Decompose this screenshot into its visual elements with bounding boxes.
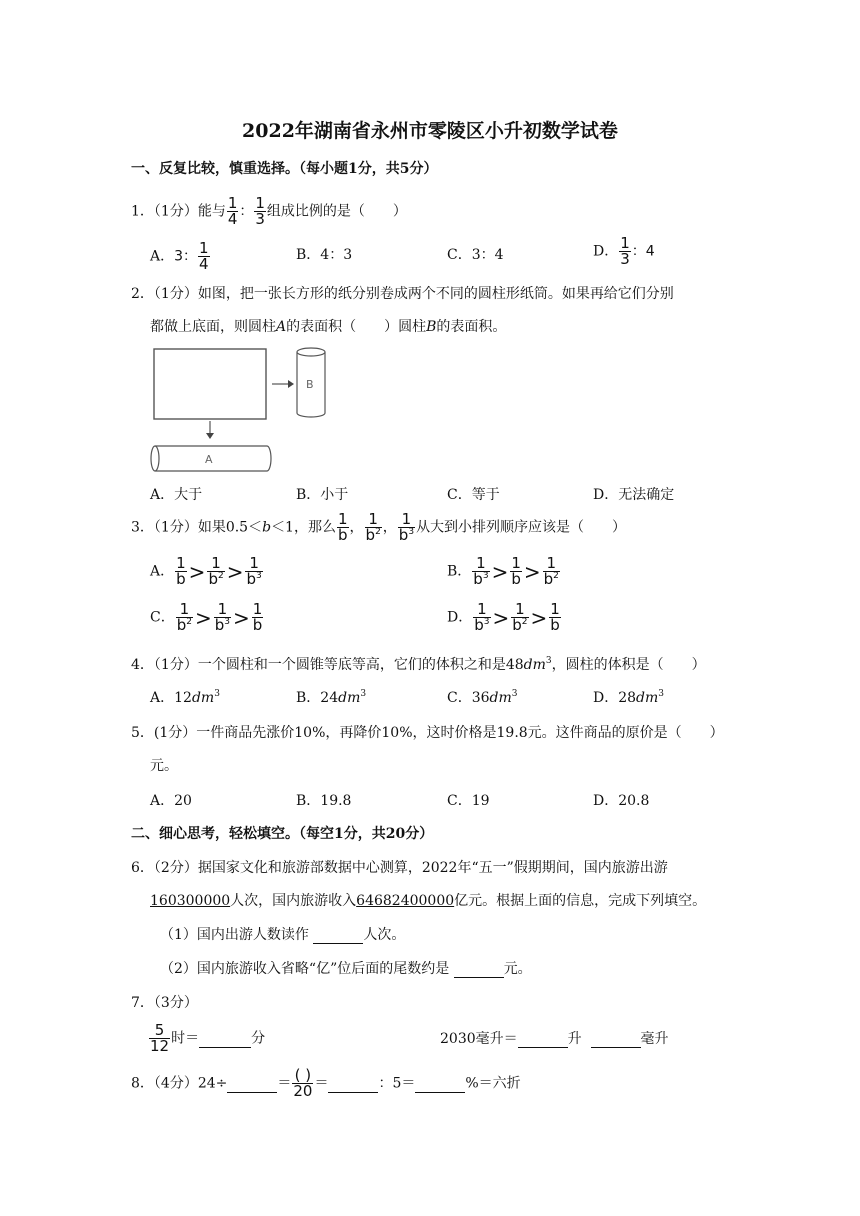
question-1-option-c[interactable]: C．3：4 [447, 247, 504, 263]
answer-blank[interactable] [415, 1076, 465, 1093]
question-3-option-c[interactable]: C． $\frac{1}{b^2}$ > $\frac{1}{b^3}$ > $\frac{1}{b}$ [150, 600, 263, 634]
question-6-line-2: 160300000人次，国内旅游收入64682400000亿元。根据上面的信息，完成下列填空。 [150, 893, 707, 909]
arrow-right-head [288, 380, 294, 388]
question-1-option-a[interactable]: A．3： $\frac{1}{4}$ [150, 239, 209, 273]
question-8: 8．（4分）24÷ ＝ $\frac{( )}{20}$ ＝ ：5＝ %＝六折 [131, 1066, 521, 1100]
question-2-line-2: 都做上底面，则圆柱A的表面积（ ）圆柱B的表面积。 [150, 319, 507, 335]
answer-blank[interactable] [227, 1076, 277, 1093]
question-2-option-c[interactable]: C．等于 [447, 487, 500, 503]
question-4-option-a[interactable]: A．$12dm^3$ [150, 689, 220, 706]
question-5-option-a[interactable]: A．20 [150, 793, 192, 809]
fraction-1-3: $\frac{1}{3}$ [255, 194, 265, 228]
question-4-option-c[interactable]: C．$36dm^3$ [447, 689, 518, 706]
svg-text:A: A [205, 453, 213, 466]
question-3-option-a[interactable]: A． $\frac{1}{b}$ > $\frac{1}{b^2}$ > $\frac{1}{b^3}$ [150, 554, 262, 588]
question-6-sub-1: （1）国内出游人数读作 人次。 [160, 927, 406, 943]
question-2-option-d[interactable]: D．无法确定 [593, 487, 675, 503]
question-4-option-b[interactable]: B．$24dm^3$ [296, 689, 367, 706]
question-5-line-2: 元。 [150, 758, 178, 774]
answer-blank[interactable] [313, 927, 363, 944]
answer-blank[interactable] [199, 1031, 251, 1048]
svg-text:B: B [306, 378, 314, 391]
question-4-option-d[interactable]: D．$28dm^3$ [593, 689, 665, 706]
question-2-option-a[interactable]: A．大于 [150, 487, 203, 503]
fraction-1-4: $\frac{1}{4}$ [227, 194, 238, 228]
page-title: 2022年湖南省永州市零陵区小升初数学试卷 [242, 120, 618, 142]
section-heading-2: 二、细心思考，轻松填空。（每空1分，共20分） [131, 826, 434, 842]
cylinder-b [297, 348, 325, 417]
question-5-option-b[interactable]: B．19.8 [296, 793, 352, 809]
answer-blank[interactable] [328, 1076, 378, 1093]
question-7-left: $\frac{5}{12}$ 时＝ 分 [150, 1021, 266, 1055]
question-5-line-1: 5．(1分）一件商品先涨价10%，再降价10%，这时价格是19.8元。这件商品的原价是（ ） [131, 725, 724, 741]
question-5-option-d[interactable]: D．20.8 [593, 793, 650, 809]
question-6-line-1: 6．（2分）据国家文化和旅游部数据中心测算，2022年“五一”假期期间，国内旅游出游 [131, 860, 668, 876]
answer-blank[interactable] [518, 1031, 568, 1048]
answer-blank[interactable] [454, 961, 504, 978]
question-1-stem: 1．（1分）能与 $\frac{1}{4}$ ： $\frac{1}{3}$ 组成比例的是（ ） [131, 194, 407, 228]
question-6-sub-2: （2）国内旅游收入省略“亿”位后面的尾数约是 元。 [160, 961, 532, 977]
rectangle-paper [154, 349, 266, 419]
question-7-right: 2030毫升＝ 升 毫升 [440, 1031, 669, 1047]
cylinder-a [151, 446, 271, 471]
question-3-option-d[interactable]: D． $\frac{1}{b^3}$ > $\frac{1}{b^2}$ > $\frac{1}{b}$ [447, 600, 560, 634]
question-2-option-b[interactable]: B．小于 [296, 487, 349, 503]
question-7-head: 7．（3分） [131, 995, 198, 1011]
cylinder-figure [145, 340, 335, 474]
question-2-line-1: 2．（1分）如图，把一张长方形的纸分别卷成两个不同的圆柱形纸筒。如果再给它们分别 [131, 286, 674, 302]
answer-blank[interactable] [591, 1031, 641, 1048]
question-1-option-d[interactable]: D． $\frac{1}{3}$ ：4 [593, 234, 655, 268]
section-heading-1: 一、反复比较，慎重选择。（每小题1分，共5分） [131, 161, 438, 177]
question-1-option-b[interactable]: B．4：3 [296, 247, 353, 263]
question-3-option-b[interactable]: B． $\frac{1}{b^3}$ > $\frac{1}{b}$ > $\frac{1}{b^2}$ [447, 554, 559, 588]
arrow-down-head [206, 433, 214, 439]
question-4-stem: 4．（1分）一个圆柱和一个圆锥等底等高，它们的体积之和是$48dm^3$，圆柱的体积是（ ） [131, 656, 706, 673]
question-5-option-c[interactable]: C．19 [447, 793, 490, 809]
question-3-stem: 3．（1分）如果0.5＜b＜1，那么 $\frac{1}{b}$ ， $\frac{1}{b^2}$ ， $\frac{1}{b^3}$ 从大到小排列顺序应该是（ ） [131, 510, 627, 544]
